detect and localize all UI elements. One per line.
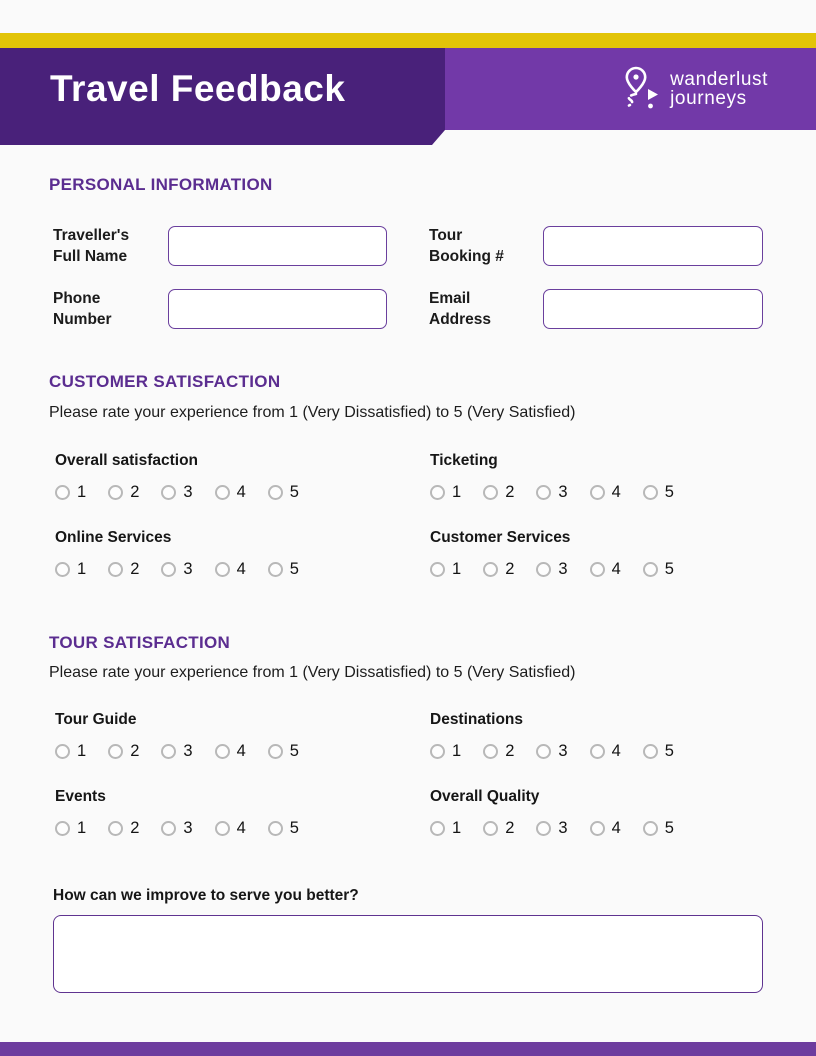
radio-button-icon[interactable] (483, 744, 498, 759)
rating-number: 3 (183, 742, 193, 760)
rating-number: 4 (236, 742, 246, 760)
rating-number: 3 (558, 483, 568, 501)
radio-button-icon[interactable] (483, 562, 498, 577)
radio-button-icon[interactable] (430, 485, 445, 500)
rating-option[interactable] (55, 560, 86, 579)
rating-option[interactable] (268, 819, 299, 838)
rating-group-tour-guide (55, 711, 430, 761)
customer-satisfaction-groups (55, 452, 765, 579)
rating-option[interactable] (643, 819, 674, 838)
rating-option[interactable] (268, 483, 299, 502)
radio-button-icon[interactable] (215, 744, 230, 759)
rating-option[interactable] (430, 819, 461, 838)
rating-number: 3 (183, 560, 193, 578)
rating-option[interactable] (108, 742, 139, 761)
field-label-travellers-full-name: Traveller's Full Name (53, 227, 130, 265)
radio-button-icon[interactable] (161, 485, 176, 500)
rating-scale-row (430, 742, 765, 761)
rating-number: 4 (611, 560, 621, 578)
radio-button-icon[interactable] (55, 821, 70, 836)
rating-option[interactable] (55, 483, 86, 502)
tour-satisfaction-subtitle: Please rate your experience from 1 (Very Dissatisfied) to 5 (Very Satisfied) (49, 664, 576, 681)
rating-option[interactable] (590, 742, 621, 761)
radio-button-icon[interactable] (643, 744, 658, 759)
rating-option[interactable] (161, 483, 192, 502)
rating-group-overall-quality (430, 788, 765, 838)
rating-option[interactable] (590, 560, 621, 579)
radio-button-icon[interactable] (590, 562, 605, 577)
rating-group-overall-satisfaction (55, 452, 430, 502)
rating-number: 1 (77, 560, 87, 578)
radio-button-icon[interactable] (215, 562, 230, 577)
rating-number: 2 (505, 560, 515, 578)
rating-option[interactable] (215, 742, 246, 761)
rating-scale-row (430, 819, 765, 838)
rating-number: 5 (664, 560, 674, 578)
rating-group-customer-services (430, 529, 765, 579)
rating-scale-row (55, 742, 430, 761)
radio-button-icon[interactable] (108, 821, 123, 836)
accent-stripe (0, 33, 816, 48)
radio-button-icon[interactable] (590, 485, 605, 500)
rating-option[interactable] (430, 483, 461, 502)
rating-option[interactable] (108, 483, 139, 502)
rating-number: 3 (558, 560, 568, 578)
brand-name (670, 70, 768, 109)
personal-information-heading: PERSONAL INFORMATION (49, 175, 273, 194)
rating-number: 1 (77, 819, 87, 837)
rating-option[interactable] (536, 819, 567, 838)
rating-number: 2 (130, 819, 140, 837)
rating-option[interactable] (643, 742, 674, 761)
radio-button-icon[interactable] (430, 562, 445, 577)
rating-number: 4 (611, 819, 621, 837)
rating-group-label: Overall Quality (430, 788, 540, 805)
phone-number-input[interactable] (168, 289, 387, 329)
radio-button-icon[interactable] (215, 485, 230, 500)
rating-option[interactable] (55, 819, 86, 838)
rating-option[interactable] (215, 483, 246, 502)
radio-button-icon[interactable] (55, 744, 70, 759)
rating-number: 2 (130, 483, 140, 501)
rating-option[interactable] (430, 560, 461, 579)
rating-option[interactable] (161, 560, 192, 579)
rating-option[interactable] (268, 560, 299, 579)
rating-number: 5 (289, 483, 299, 501)
rating-group-label: Events (55, 788, 106, 805)
rating-option[interactable] (268, 742, 299, 761)
customer-satisfaction-subtitle: Please rate your experience from 1 (Very Dissatisfied) to 5 (Very Satisfied) (49, 404, 576, 421)
radio-button-icon[interactable] (590, 821, 605, 836)
rating-option[interactable] (643, 483, 674, 502)
rating-number: 5 (289, 742, 299, 760)
rating-group-label: Online Services (55, 529, 172, 546)
customer-satisfaction-heading: CUSTOMER SATISFACTION (49, 372, 281, 391)
radio-button-icon[interactable] (268, 562, 283, 577)
radio-button-icon[interactable] (55, 485, 70, 500)
rating-number: 1 (77, 742, 87, 760)
page-title: Travel Feedback (50, 68, 346, 109)
rating-number: 2 (505, 819, 515, 837)
rating-option[interactable] (161, 742, 192, 761)
rating-number: 2 (505, 742, 515, 760)
rating-option[interactable] (108, 560, 139, 579)
field-label-tour-booking: Tour Booking # (429, 227, 504, 265)
rating-number: 5 (664, 742, 674, 760)
field-label-phone-number: Phone Number (53, 290, 112, 328)
improve-question-label: How can we improve to serve you better? (53, 887, 359, 904)
radio-button-icon[interactable] (108, 485, 123, 500)
rating-number: 4 (236, 483, 246, 501)
radio-button-icon[interactable] (215, 821, 230, 836)
rating-option[interactable] (483, 560, 514, 579)
rating-option[interactable] (161, 819, 192, 838)
radio-button-icon[interactable] (536, 562, 551, 577)
rating-number: 3 (183, 819, 193, 837)
rating-number: 1 (452, 742, 462, 760)
radio-button-icon[interactable] (108, 562, 123, 577)
tour-satisfaction-groups (55, 711, 765, 838)
radio-button-icon[interactable] (161, 744, 176, 759)
radio-button-icon[interactable] (536, 744, 551, 759)
radio-button-icon[interactable] (590, 744, 605, 759)
improve-textarea[interactable] (53, 915, 763, 993)
radio-button-icon[interactable] (643, 821, 658, 836)
radio-button-icon[interactable] (430, 821, 445, 836)
email-address-input[interactable] (543, 289, 763, 329)
radio-button-icon[interactable] (268, 821, 283, 836)
rating-option[interactable] (536, 742, 567, 761)
radio-button-icon[interactable] (55, 562, 70, 577)
brand-line2: journeys (670, 88, 747, 109)
rating-option[interactable] (483, 483, 514, 502)
rating-group-ticketing (430, 452, 765, 502)
radio-button-icon[interactable] (108, 744, 123, 759)
radio-button-icon[interactable] (161, 821, 176, 836)
rating-scale-row (55, 483, 430, 502)
rating-number: 1 (452, 483, 462, 501)
radio-button-icon[interactable] (483, 485, 498, 500)
rating-number: 5 (664, 483, 674, 501)
rating-option[interactable] (215, 819, 246, 838)
map-pin-route-icon (624, 66, 661, 112)
rating-number: 3 (183, 483, 193, 501)
rating-number: 5 (664, 819, 674, 837)
personal-information-fields (53, 225, 763, 330)
rating-option[interactable] (483, 742, 514, 761)
radio-button-icon[interactable] (161, 562, 176, 577)
rating-option[interactable] (215, 560, 246, 579)
rating-number: 2 (130, 742, 140, 760)
travellers-full-name-input[interactable] (168, 226, 387, 266)
rating-scale-row (55, 560, 430, 579)
radio-button-icon[interactable] (268, 485, 283, 500)
field-label-email-address: Email Address (429, 290, 492, 328)
rating-option[interactable] (430, 742, 461, 761)
rating-group-destinations (430, 711, 765, 761)
radio-button-icon[interactable] (430, 744, 445, 759)
rating-group-label: Tour Guide (55, 711, 137, 728)
rating-group-label: Overall satisfaction (55, 452, 199, 469)
radio-button-icon[interactable] (536, 821, 551, 836)
rating-group-label: Customer Services (430, 529, 571, 546)
rating-number: 5 (289, 560, 299, 578)
rating-number: 2 (130, 560, 140, 578)
brand-line1: wanderlust (670, 68, 768, 90)
tour-booking-number-input[interactable] (543, 226, 763, 266)
rating-number: 1 (77, 483, 87, 501)
rating-number: 3 (558, 742, 568, 760)
rating-option[interactable] (108, 819, 139, 838)
rating-option[interactable] (590, 483, 621, 502)
tour-satisfaction-heading: TOUR SATISFACTION (49, 633, 231, 652)
rating-number: 4 (236, 819, 246, 837)
radio-button-icon[interactable] (643, 485, 658, 500)
radio-button-icon[interactable] (268, 744, 283, 759)
rating-scale-row (430, 560, 765, 579)
radio-button-icon[interactable] (643, 562, 658, 577)
rating-group-label: Destinations (430, 711, 524, 728)
rating-number: 3 (558, 819, 568, 837)
rating-option[interactable] (643, 560, 674, 579)
rating-number: 4 (611, 483, 621, 501)
footer-bar (0, 1042, 816, 1056)
rating-number: 5 (289, 819, 299, 837)
rating-group-label: Ticketing (430, 452, 498, 469)
rating-number: 1 (452, 560, 462, 578)
rating-option[interactable] (483, 819, 514, 838)
rating-scale-row (55, 819, 430, 838)
rating-option[interactable] (536, 560, 567, 579)
rating-number: 4 (236, 560, 246, 578)
rating-group-online-services (55, 529, 430, 579)
rating-option[interactable] (590, 819, 621, 838)
rating-number: 2 (505, 483, 515, 501)
radio-button-icon[interactable] (536, 485, 551, 500)
radio-button-icon[interactable] (483, 821, 498, 836)
rating-number: 4 (611, 742, 621, 760)
brand-logo (624, 63, 768, 115)
rating-option[interactable] (536, 483, 567, 502)
rating-scale-row (430, 483, 765, 502)
rating-number: 1 (452, 819, 462, 837)
rating-group-events (55, 788, 430, 838)
rating-option[interactable] (55, 742, 86, 761)
